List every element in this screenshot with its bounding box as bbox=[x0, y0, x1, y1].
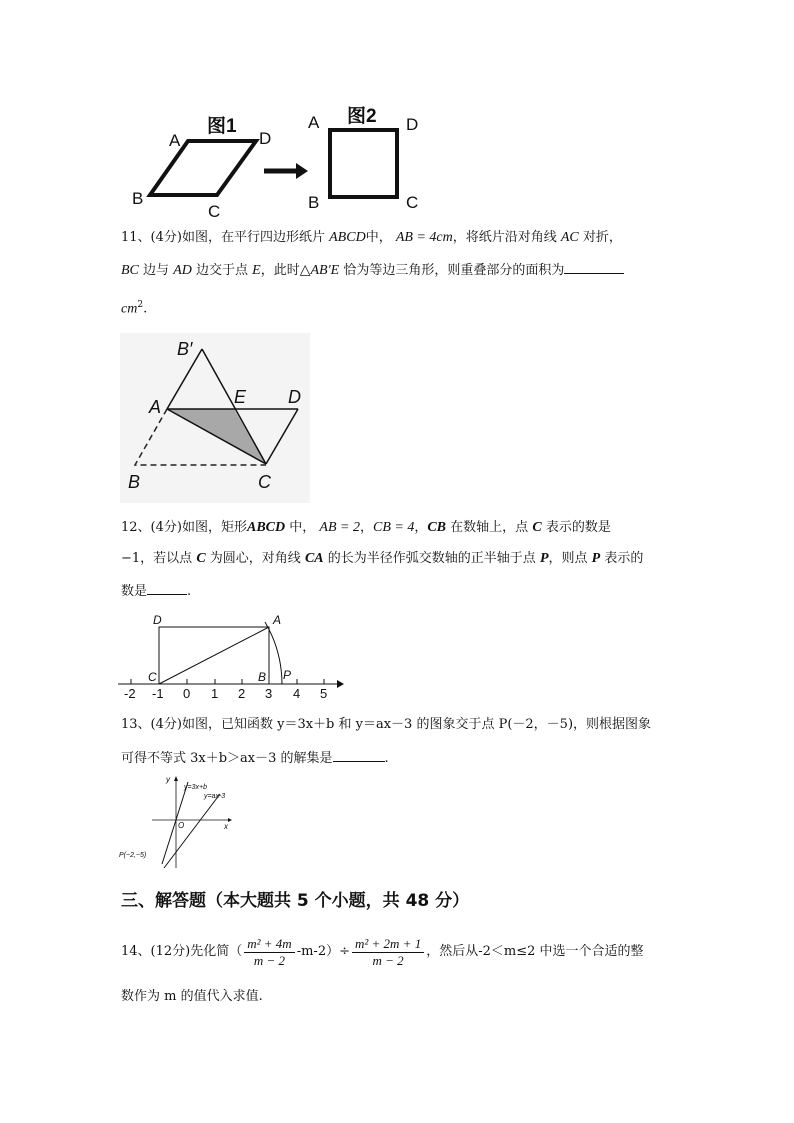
q13-label-x: x bbox=[224, 822, 228, 831]
q13-label-o: O bbox=[178, 821, 185, 830]
q12-label-d: D bbox=[153, 613, 162, 627]
q11-number: 11、(4分) bbox=[121, 230, 182, 245]
fig2-label-b: B bbox=[308, 193, 320, 212]
q12-label-c: C bbox=[148, 670, 157, 684]
q14-line1: 14、(12分) 先化简（ $\frac{\text{m² + 4m}}{m - 2}$ -m-2）÷ $\frac{\text{m² + 2m + 1}}{m - 2}$ ，然后从-2＜m≤2 中选一个合适的整 bbox=[121, 935, 644, 968]
q12-label-a: A bbox=[273, 613, 282, 627]
q12-line3: 数是 . bbox=[121, 584, 192, 599]
q13-line2: 可得不等式 3x＋b＞ax－3 的解集是 . bbox=[121, 751, 389, 766]
q12-arc bbox=[265, 622, 282, 684]
q11-label-bprime: B′ bbox=[177, 339, 193, 359]
q13-label-y: y bbox=[166, 775, 170, 784]
q12-tick-label: 2 bbox=[238, 686, 246, 700]
fig2-label-d: D bbox=[406, 115, 419, 134]
q11-label-c: C bbox=[258, 472, 271, 492]
fig2-title: 图2 bbox=[347, 106, 377, 127]
q13-answer-blank bbox=[333, 749, 385, 762]
q13-label-line1: y=3x+b bbox=[184, 784, 207, 791]
q12-tick-label: 1 bbox=[211, 686, 219, 700]
q13-label-p: P(−2,−5) bbox=[119, 852, 147, 859]
section-3-title: 三、解答题（本大题共 5 个小题，共 48 分） bbox=[121, 891, 470, 911]
fig1-parallelogram bbox=[150, 141, 256, 195]
q12-label-b: B bbox=[258, 670, 267, 684]
q12-tick-label: 4 bbox=[293, 686, 301, 700]
fig1-title: 图1 bbox=[207, 116, 237, 137]
fig1-label-d: D bbox=[259, 129, 272, 148]
arrow-right-icon bbox=[264, 163, 308, 179]
q12-tick-label: 5 bbox=[320, 686, 328, 700]
q11-label-a: A bbox=[149, 397, 162, 417]
q12-line1: 12、(4分)如图，矩形ABCD 中， AB = 2，CB = 4，CB 在数轴上，点 C 表示的数是 bbox=[121, 520, 611, 535]
q14-line2: 数作为 m 的值代入求值. bbox=[121, 989, 263, 1004]
q13-label-line2: y=ax-3 bbox=[204, 793, 226, 800]
arrow-right-icon bbox=[337, 680, 344, 688]
q11-line2: BC 边与 AD 边交于点 E，此时△AB′E 恰为等边三角形，则重叠部分的面积为 bbox=[121, 261, 624, 280]
q12-tick-label: 0 bbox=[183, 686, 191, 700]
q11-line3: $cm^2$. bbox=[121, 300, 148, 317]
fig1-label-a: A bbox=[169, 131, 181, 150]
q12-figure bbox=[115, 608, 350, 700]
q11-label-e: E bbox=[234, 387, 247, 407]
q11-figure bbox=[120, 333, 310, 503]
q13-line1: 13、(4分)如图，已知函数 y＝3x＋b 和 y＝ax－3 的图象交于点 P(－2，－5)，则根据图象 bbox=[121, 717, 652, 732]
q14-number: 14、(12分) bbox=[121, 944, 191, 959]
fig2-label-a: A bbox=[308, 113, 320, 132]
fig1-label-b: B bbox=[132, 189, 144, 208]
q14-fraction-2: $\frac{\text{m² + 2m + 1}}{m - 2}$ bbox=[352, 936, 424, 969]
fig2-square bbox=[330, 130, 397, 197]
q11-label-b: B bbox=[128, 472, 141, 492]
q12-diagonal-ca bbox=[159, 627, 269, 684]
q11-label-d: D bbox=[288, 387, 301, 407]
q12-label-p: P bbox=[283, 668, 292, 682]
q14-fraction-1: $\frac{\text{m² + 4m}}{m - 2}$ bbox=[244, 936, 294, 969]
q13-number: 13、(4分) bbox=[121, 717, 182, 732]
q12-answer-blank bbox=[147, 582, 187, 595]
fig2-label-c: C bbox=[406, 193, 419, 212]
q11-line1: 11、(4分)如图，在平行四边形纸片 ABCD中， AB = 4cm，将纸片沿对角线 AC 对折， bbox=[121, 230, 622, 245]
q11-answer-blank bbox=[564, 261, 624, 274]
q13-figure bbox=[118, 772, 253, 872]
q12-tick-label: -2 bbox=[124, 686, 136, 700]
q12-line2: −1，若以点 C 为圆心，对角线 CA 的长为半径作弧交数轴的正半轴于点 P，则点 P 表示的 bbox=[121, 551, 644, 566]
top-figure bbox=[120, 100, 440, 220]
q12-number: 12、(4分) bbox=[121, 520, 182, 535]
fig1-label-c: C bbox=[208, 202, 221, 220]
q12-tick-label: 3 bbox=[265, 686, 273, 700]
q12-tick-label: -1 bbox=[152, 686, 164, 700]
